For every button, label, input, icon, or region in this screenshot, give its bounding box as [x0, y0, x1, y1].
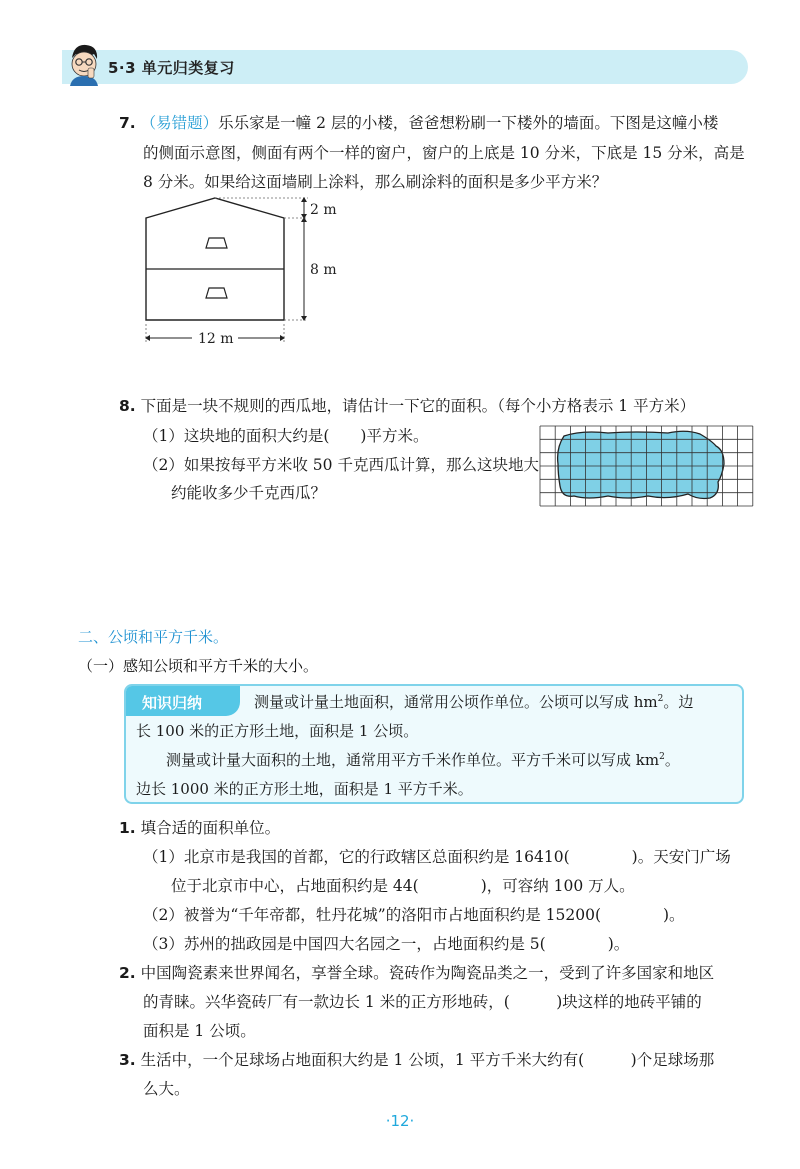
q7-line-2: 的侧面示意图，侧面有两个一样的窗户，窗户的上底是 10 分米，下底是 15 分米，高是 — [143, 144, 745, 162]
knowledge-p1-sup: 2 — [657, 694, 664, 704]
e2-line-3: 面积是 1 公顷。 — [143, 1022, 256, 1040]
e2-text-1: 中国陶瓷素来世界闻名，享誉全球。瓷砖作为陶瓷品类之一，受到了许多国家和地区 — [140, 964, 715, 982]
q8-sub-1: （1）这块地的面积大约是( )平方米。 — [143, 427, 429, 445]
label-wall-height: 8 m — [310, 262, 337, 278]
e1-title: 填合适的面积单位。 — [140, 819, 281, 837]
q7-tag: （易错题） — [140, 114, 219, 132]
e1-sub-1b: 位于北京市中心，占地面积约是 44( )，可容纳 100 万人。 — [171, 877, 635, 895]
watermelon-field-shape — [558, 431, 724, 498]
window-lower — [206, 288, 227, 298]
page-number: ·12· — [385, 1112, 415, 1130]
e1-sub-3: （3）苏州的拙政园是中国四大名园之一，占地面积约是 5( )。 — [143, 935, 630, 953]
e1-sub-1a: （1）北京市是我国的首都，它的行政辖区总面积约是 16410( )。天安门广场 — [143, 848, 731, 866]
knowledge-p1-end: 。边 — [663, 693, 694, 711]
q8-sub-2b: 约能收多少千克西瓜？ — [171, 484, 327, 502]
e3-number: 3. — [119, 1051, 136, 1069]
q7-text-1: 乐乐家是一幢 2 层的小楼，爸爸想粉刷一下楼外的墙面。下图是这幢小楼 — [218, 114, 719, 132]
label-width: 12 m — [198, 331, 234, 347]
house-outline — [146, 198, 284, 320]
knowledge-p2-line1 — [166, 750, 680, 770]
knowledge-tab-label: 知识归纳 — [142, 694, 203, 712]
knowledge-p2-text: 测量或计量大面积的土地，通常用平方千米作单位。平方千米可以写成 km — [166, 751, 660, 769]
knowledge-p2-end: 。 — [664, 751, 680, 769]
e2-line-1 — [119, 963, 714, 983]
e2-line-2: 的青睐。兴华瓷砖厂有一款边长 1 米的正方形地砖，( )块这样的地砖平铺的 — [143, 993, 702, 1011]
q8-sub-2a: （2）如果按每平方米收 50 千克西瓜计算，那么这块地大 — [143, 456, 539, 474]
header-title: 5·3 单元归类复习 — [108, 59, 235, 77]
q8-number: 8. — [119, 397, 136, 415]
section-2-subtitle: （一）感知公顷和平方千米的大小。 — [78, 657, 319, 675]
knowledge-p1-text: 测量或计量土地面积，通常用公顷作单位。公顷可以写成 hm — [254, 693, 658, 711]
window-upper — [206, 238, 227, 248]
e1-title-line — [119, 818, 280, 838]
watermelon-grid — [538, 424, 758, 508]
q7-line-1 — [119, 113, 718, 133]
e3-text-1: 生活中，一个足球场占地面积大约是 1 公顷，1 平方千米大约有( )个足球场那 — [140, 1051, 715, 1069]
knowledge-p1-line1 — [254, 692, 693, 712]
knowledge-p2-line2: 边长 1000 米的正方形土地，面积是 1 平方千米。 — [136, 780, 473, 798]
q7-line-3: 8 分米。如果给这面墙刷上涂料，那么刷涂料的面积是多少平方米？ — [143, 173, 608, 191]
label-roof-height: 2 m — [310, 202, 337, 218]
e1-sub-2: （2）被誉为“千年帝都，牡丹花城”的洛阳市占地面积约是 15200( )。 — [143, 906, 685, 924]
q8-line-1 — [119, 396, 695, 416]
e2-number: 2. — [119, 964, 136, 982]
q7-number: 7. — [119, 114, 136, 132]
house-diagram — [138, 190, 348, 350]
e3-line-1 — [119, 1050, 714, 1070]
mascot-icon — [66, 42, 102, 86]
knowledge-p1-line2: 长 100 米的正方形土地，面积是 1 公顷。 — [136, 722, 419, 740]
knowledge-p2-sup: 2 — [659, 752, 665, 762]
section-2-title: 二、公顷和平方千米。 — [78, 628, 229, 646]
e3-line-2: 么大。 — [143, 1080, 190, 1098]
e1-number: 1. — [119, 819, 136, 837]
q8-text-1: 下面是一块不规则的西瓜地，请估计一下它的面积。（每个小方格表示 1 平方米） — [140, 397, 696, 415]
